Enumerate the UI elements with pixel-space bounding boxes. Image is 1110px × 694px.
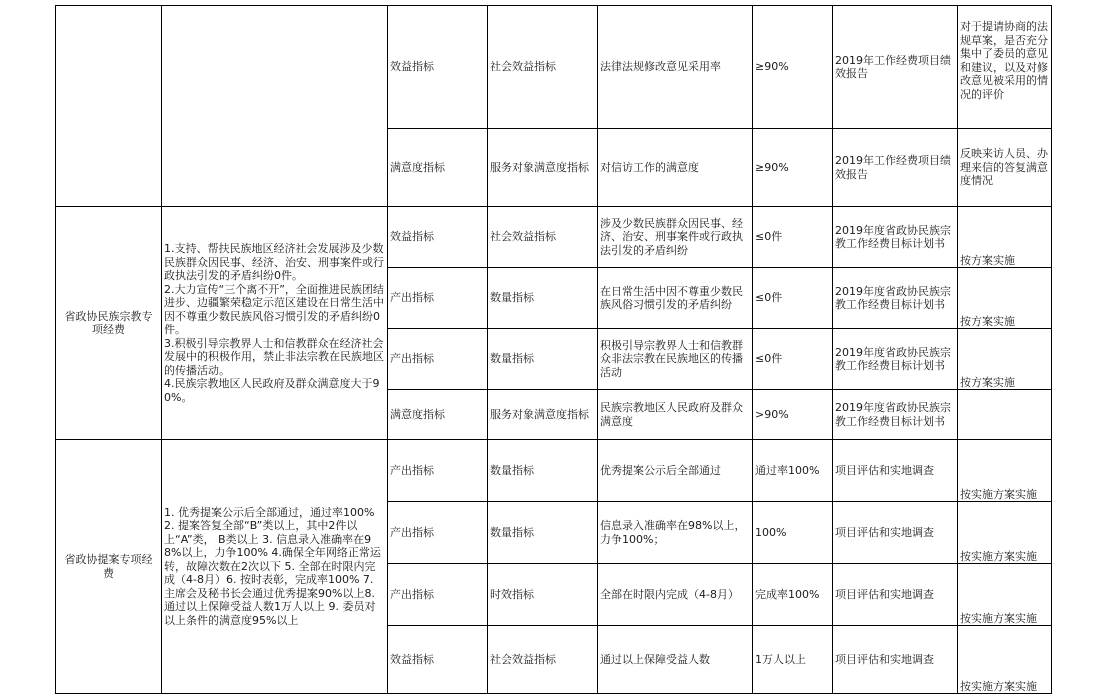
table-row <box>56 440 1052 502</box>
project-name-cell <box>56 6 162 207</box>
indicator-value: ≥90% <box>753 129 833 207</box>
indicator-level2: 社会效益指标 <box>488 6 598 129</box>
indicator-value: 1万人以上 <box>753 626 833 694</box>
indicator-note: 按方案实施 <box>958 268 1052 329</box>
indicator-note: 按实施方案实施 <box>958 564 1052 626</box>
table-row <box>56 6 1052 129</box>
performance-table <box>55 5 1052 694</box>
indicator-value: >90% <box>753 390 833 440</box>
indicator-note: 按实施方案实施 <box>958 626 1052 694</box>
indicator-note: 按实施方案实施 <box>958 440 1052 502</box>
indicator-value: ≤0件 <box>753 329 833 390</box>
project-name: 省政协提案专项经费 <box>56 440 162 694</box>
indicator-level2: 数量指标 <box>488 502 598 564</box>
project-goal: 1.支持、帮扶民族地区经济社会发展涉及少数民族群众因民事、经济、治安、刑事案件或行政执法引发的矛盾纠纷0件。 2.大力宣传“三个离不开”，全面推进民族团结进步、边疆繁荣稳定示范区建设在日常生活中因不尊重少数民族风俗习惯引发的矛盾纠纷0件。 3.积极引导宗教界人士和信教群众在经济社会发展中的积极作用，禁止非法宗教在民族地区的传播活动。 4.民族宗教地区人民政府及群众满意度大于90%。 <box>162 207 388 440</box>
indicator-level2: 社会效益指标 <box>488 207 598 268</box>
indicator-value: ≤0件 <box>753 207 833 268</box>
indicator-level1: 产出指标 <box>388 440 488 502</box>
indicator-level2: 数量指标 <box>488 268 598 329</box>
indicator-value: 完成率100% <box>753 564 833 626</box>
indicator-level1: 满意度指标 <box>388 390 488 440</box>
indicator-level2: 社会效益指标 <box>488 626 598 694</box>
indicator-level1: 满意度指标 <box>388 129 488 207</box>
indicator-level1: 产出指标 <box>388 564 488 626</box>
indicator-note: 对于提请协商的法规草案，是否充分集中了委员的意见和建议，以及对修改意见被采用的情况的评价 <box>958 6 1052 129</box>
indicator-level1: 效益指标 <box>388 207 488 268</box>
indicator-source: 项目评估和实地调查 <box>833 502 958 564</box>
project-name: 省政协民族宗教专项经费 <box>56 207 162 440</box>
indicator-level2: 数量指标 <box>488 329 598 390</box>
indicator-level3: 全部在时限内完成（4-8月） <box>598 564 753 626</box>
indicator-level2: 数量指标 <box>488 440 598 502</box>
indicator-note: 按方案实施 <box>958 207 1052 268</box>
indicator-level3: 对信访工作的满意度 <box>598 129 753 207</box>
indicator-level3: 在日常生活中因不尊重少数民族风俗习惯引发的矛盾纠纷 <box>598 268 753 329</box>
indicator-value: ≥90% <box>753 6 833 129</box>
indicator-level3: 积极引导宗教界人士和信教群众非法宗教在民族地区的传播活动 <box>598 329 753 390</box>
indicator-source: 2019年度省政协民族宗教工作经费目标计划书 <box>833 390 958 440</box>
indicator-source: 项目评估和实地调查 <box>833 564 958 626</box>
indicator-level1: 效益指标 <box>388 626 488 694</box>
indicator-source: 2019年度省政协民族宗教工作经费目标计划书 <box>833 207 958 268</box>
indicator-note: 反映来访人员、办理来信的答复满意度情况 <box>958 129 1052 207</box>
indicator-note: 按方案实施 <box>958 329 1052 390</box>
project-goal-cell <box>162 6 388 207</box>
indicator-value: 通过率100% <box>753 440 833 502</box>
indicator-source: 2019年度省政协民族宗教工作经费目标计划书 <box>833 268 958 329</box>
indicator-source: 项目评估和实地调查 <box>833 626 958 694</box>
indicator-level1: 效益指标 <box>388 6 488 129</box>
indicator-level3: 法律法规修改意见采用率 <box>598 6 753 129</box>
indicator-level1: 产出指标 <box>388 502 488 564</box>
indicator-level3: 民族宗教地区人民政府及群众满意度 <box>598 390 753 440</box>
indicator-value: ≤0件 <box>753 268 833 329</box>
indicator-note <box>958 390 1052 440</box>
project-goal: 1. 优秀提案公示后全部通过，通过率100% 2. 提案答复全部“B”类以上，其中2件以上“A”类， B类以上 3. 信息录入准确率在98%以上，力争100% 4.确保全年网络正常运转，故障次数在2次以下 5. 全部在时限内完成（4-8月）6. 按时表彰，完成率100% 7. 主席会及秘书长会通过优秀提案90%以上8. 通过以上保障受益人数1万人以上 9. 委员对以上条件的满意度95%以上 <box>162 440 388 694</box>
indicator-level2: 服务对象满意度指标 <box>488 129 598 207</box>
indicator-source: 项目评估和实地调查 <box>833 440 958 502</box>
indicator-source: 2019年度省政协民族宗教工作经费目标计划书 <box>833 329 958 390</box>
indicator-level1: 产出指标 <box>388 329 488 390</box>
indicator-value: 100% <box>753 502 833 564</box>
indicator-level2: 时效指标 <box>488 564 598 626</box>
indicator-level2: 服务对象满意度指标 <box>488 390 598 440</box>
indicator-level3: 信息录入准确率在98%以上，力争100%； <box>598 502 753 564</box>
indicator-source: 2019年工作经费项目绩效报告 <box>833 129 958 207</box>
indicator-source: 2019年工作经费项目绩效报告 <box>833 6 958 129</box>
indicator-level1: 产出指标 <box>388 268 488 329</box>
indicator-level3: 涉及少数民族群众因民事、经济、治安、刑事案件或行政执法引发的矛盾纠纷 <box>598 207 753 268</box>
table-row <box>56 207 1052 268</box>
indicator-level3: 优秀提案公示后全部通过 <box>598 440 753 502</box>
indicator-note: 按实施方案实施 <box>958 502 1052 564</box>
indicator-level3: 通过以上保障受益人数 <box>598 626 753 694</box>
